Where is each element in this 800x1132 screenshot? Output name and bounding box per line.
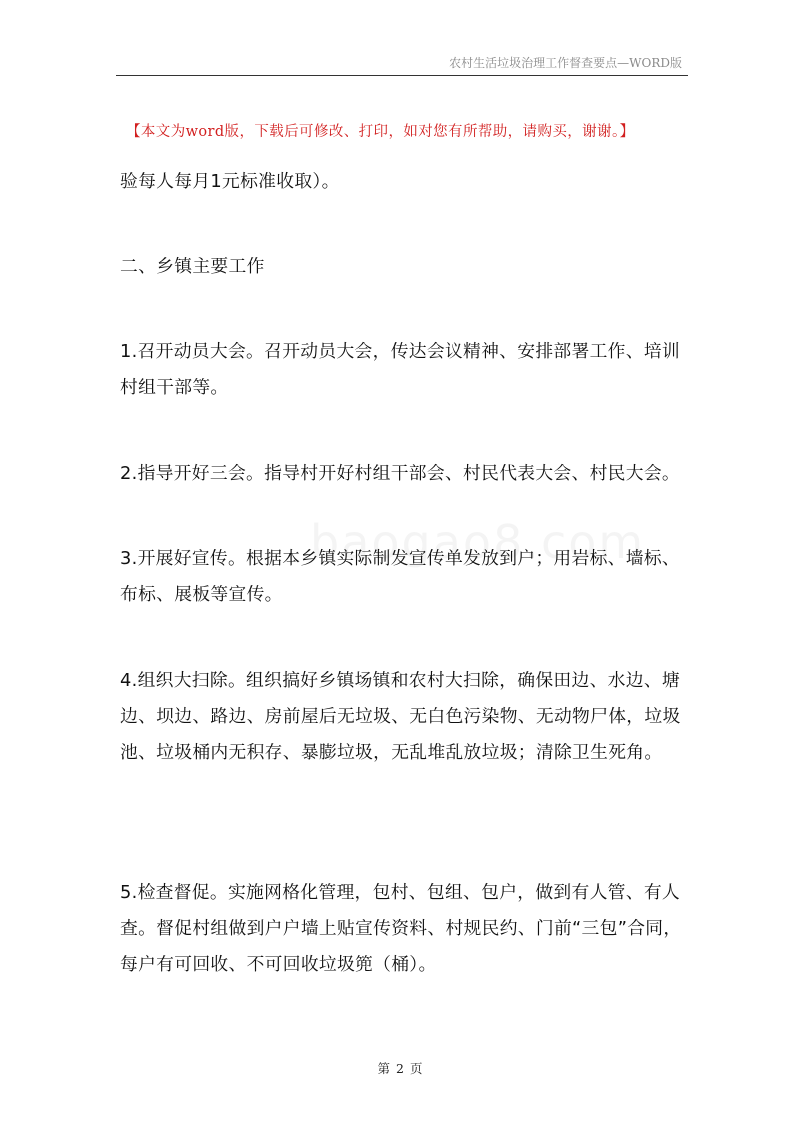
- paragraph-item-2: 2.指导开好三会。指导村开好村组干部会、村民代表大会、村民大会。: [120, 463, 681, 484]
- paragraph-item-5: 5.检查督促。实施网格化管理，包村、包组、包户，做到有人管、有人查。督促村组做到户户墙上贴宣传资料、村规民约、门前“三包”合同，每户有可回收、不可回收垃圾篼（桶）。: [120, 882, 682, 975]
- footer-suffix: 页: [409, 1061, 423, 1076]
- page-footer: [0, 1059, 800, 1077]
- section-heading: 二、乡镇主要工作: [120, 256, 265, 277]
- header-divider: [116, 75, 688, 76]
- paragraph-item-1: 1.召开动员大会。召开动员大会，传达会议精神、安排部署工作、培训村组干部等。: [120, 341, 681, 398]
- purchase-notice: 【本文为word版，下载后可修改、打印，如对您有所帮助，请购买，谢谢。】: [126, 124, 635, 140]
- header-title: 农村生活垃圾治理工作督查要点—WORD版: [449, 56, 682, 70]
- page-number: 2: [396, 1061, 404, 1076]
- paragraph-item-4: 4.组织大扫除。组织搞好乡镇场镇和农村大扫除，确保田边、水边、塘边、坝边、路边、房前屋后无垃圾、无白色污染物、无动物尸体，垃圾池、垃圾桶内无积存、暴膨垃圾，无乱堆乱放垃圾；清除卫生死角。: [120, 670, 681, 763]
- paragraph-item-3: 3.开展好宣传。根据本乡镇实际制发宣传单发放到户；用岩标、墙标、布标、展板等宣传。: [120, 548, 681, 605]
- footer-prefix: 第: [377, 1061, 391, 1076]
- paragraph-continuation: 验每人每月1元标准收取）。: [120, 171, 340, 192]
